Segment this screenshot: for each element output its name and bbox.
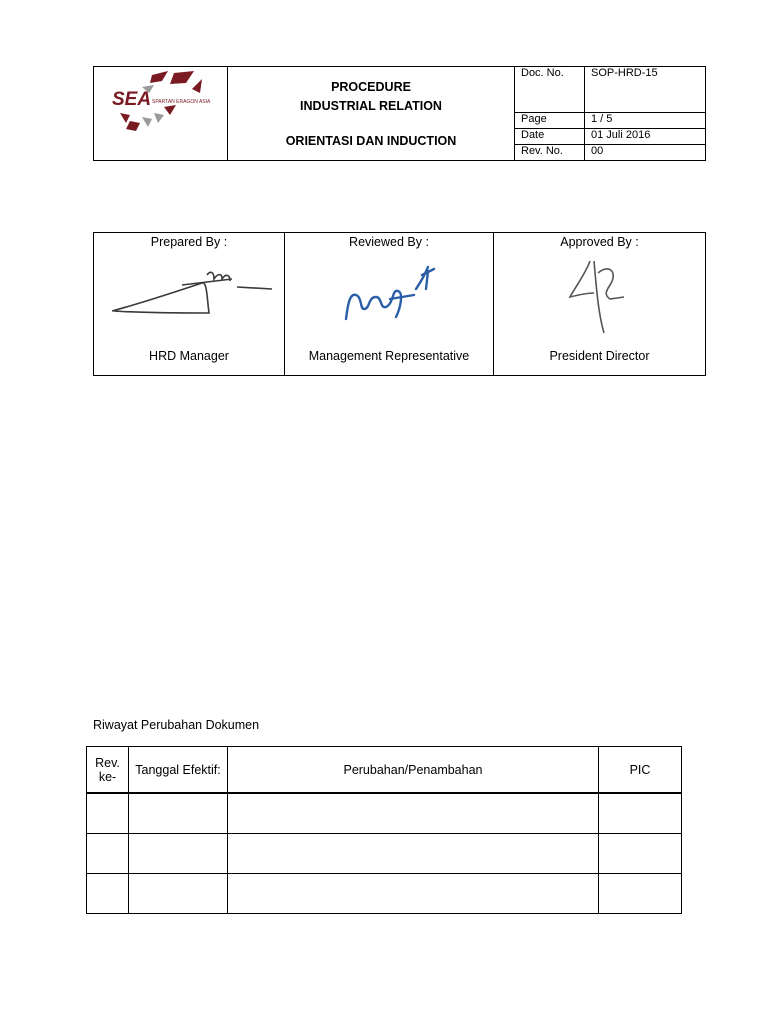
company-logo	[94, 67, 228, 161]
reviewed-by-role: Management Representative	[308, 349, 470, 363]
column-header-changes: Perubahan/Penambahan	[228, 747, 599, 794]
cell-date	[129, 834, 228, 874]
sea-logo-icon	[94, 67, 227, 155]
date-value: 01 Juli 2016	[585, 129, 706, 145]
signature-approved	[560, 253, 640, 337]
table-row	[87, 834, 682, 874]
document-title	[228, 67, 515, 161]
table-row	[87, 793, 682, 834]
signature-reviewed	[334, 253, 444, 325]
cell-pic	[599, 874, 682, 914]
doc-no-value: SOP-HRD-15	[585, 67, 706, 113]
approval-signatures	[93, 232, 706, 376]
title-line-subject: ORIENTASI DAN INDUCTION	[285, 133, 457, 148]
cell-changes	[228, 874, 599, 914]
column-header-pic: PIC	[599, 747, 682, 794]
cell-rev	[87, 793, 129, 834]
prepared-by-role: HRD Manager	[149, 349, 229, 363]
rev-no-label: Rev. No.	[515, 145, 585, 161]
cell-pic	[599, 834, 682, 874]
approved-by-cell	[494, 233, 706, 376]
approved-by-label: Approved By :	[560, 235, 639, 249]
table-header-row	[87, 747, 682, 794]
cell-changes	[228, 793, 599, 834]
date-label: Date	[515, 129, 585, 145]
revision-history-table	[86, 746, 682, 914]
cell-changes	[228, 834, 599, 874]
rev-no-value: 00	[585, 145, 706, 161]
cell-rev	[87, 874, 129, 914]
column-header-rev: Rev. ke-	[87, 747, 129, 794]
title-line-procedure: PROCEDURE	[331, 79, 411, 94]
cell-date	[129, 874, 228, 914]
page-label: Page	[515, 113, 585, 129]
cell-date	[129, 793, 228, 834]
document-header	[93, 66, 706, 161]
page-value: 1 / 5	[585, 113, 706, 129]
title-line-category: INDUSTRIAL RELATION	[300, 98, 442, 113]
approved-by-role: President Director	[549, 349, 650, 363]
prepared-by-cell	[94, 233, 285, 376]
prepared-by-label: Prepared By :	[150, 235, 228, 249]
cell-rev	[87, 834, 129, 874]
cell-pic	[599, 793, 682, 834]
column-header-date: Tanggal Efektif:	[129, 747, 228, 794]
reviewed-by-label: Reviewed By :	[349, 235, 429, 249]
table-row	[87, 874, 682, 914]
reviewed-by-cell	[285, 233, 494, 376]
signature-prepared	[102, 253, 277, 325]
revision-history-title: Riwayat Perubahan Dokumen	[93, 718, 260, 732]
svg-text:SPARTAN ERAGON ASIA: SPARTAN ERAGON ASIA	[152, 99, 211, 105]
doc-no-label: Doc. No.	[515, 67, 585, 113]
svg-text:SEA: SEA	[112, 89, 152, 110]
